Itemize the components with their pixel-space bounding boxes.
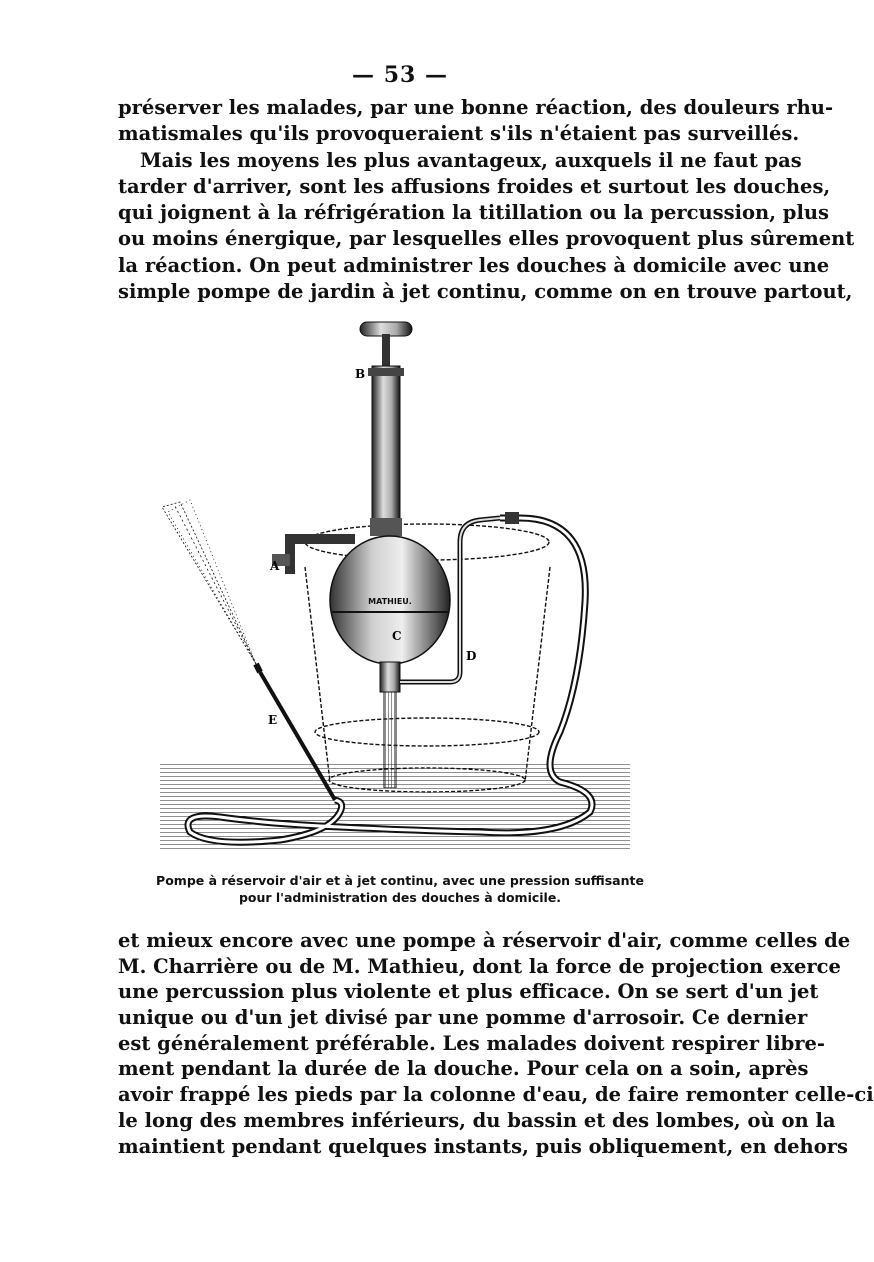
figure-caption bbox=[0, 872, 800, 906]
label-d: D bbox=[466, 649, 477, 663]
label-c: C bbox=[392, 629, 402, 643]
text-line: et mieux encore avec une pompe à réservoir d'air, comme celles de bbox=[118, 929, 851, 952]
caption-line: Pompe à réservoir d'air et à jet continu, avec une pression suffisante bbox=[156, 873, 644, 888]
text-line: une percussion plus violente et plus efficace. On se sert d'un jet bbox=[118, 980, 819, 1004]
text-line: Mais les moyens les plus avantageux, auxquels il ne faut pas bbox=[140, 148, 802, 172]
text-line: tarder d'arriver, sont les affusions froides et surtout les douches, bbox=[118, 174, 831, 198]
paragraph-top bbox=[118, 95, 855, 305]
text-line: est généralement préférable. Les malades doivent respirer libre- bbox=[118, 1031, 826, 1055]
text-line: M. Charrière ou de M. Mathieu, dont la force de projection exerce bbox=[118, 954, 841, 978]
text-line: la réaction. On peut administrer les douches à domicile avec une bbox=[118, 253, 830, 277]
label-b: B bbox=[355, 367, 366, 381]
text-line: maintient pendant quelques instants, puis obliquement, en dehors bbox=[118, 1134, 848, 1158]
text-line: ment pendant la durée de la douche. Pour cela on a soin, après bbox=[118, 1057, 809, 1081]
text-line: avoir frappé les pieds par la colonne d'eau, de faire remonter celle-ci bbox=[118, 1083, 874, 1107]
text-line: qui joignent à la réfrigération la titillation ou la percussion, plus bbox=[118, 201, 830, 225]
page-number: — 53 — bbox=[352, 62, 448, 88]
paragraph-bottom bbox=[118, 928, 874, 1159]
pump-cylinder bbox=[372, 366, 400, 526]
text-line: préserver les malades, par une bonne réaction, des douleurs rhu- bbox=[118, 96, 834, 119]
pump-handle bbox=[360, 322, 412, 366]
vessel-label: MATHIEU. bbox=[368, 597, 412, 606]
caption-line: pour l'administration des douches à domicile. bbox=[238, 890, 562, 905]
text-line: simple pompe de jardin à jet continu, comme on en trouve partout, bbox=[118, 280, 853, 304]
text-line: unique ou d'un jet divisé par une pomme d'arrosoir. Ce dernier bbox=[118, 1006, 808, 1030]
label-a: A bbox=[270, 559, 280, 573]
text-line: ou moins énergique, par lesquelles elles provoquent plus sûrement bbox=[118, 227, 855, 251]
pump-illustration bbox=[160, 312, 640, 862]
text-line: le long des membres inférieurs, du bassin et des lombes, où on la bbox=[118, 1108, 836, 1132]
water-spray bbox=[162, 500, 256, 664]
text-line: matismales qu'ils provoqueraient s'ils n'étaient pas surveillés. bbox=[118, 122, 800, 146]
label-e: E bbox=[268, 713, 278, 727]
